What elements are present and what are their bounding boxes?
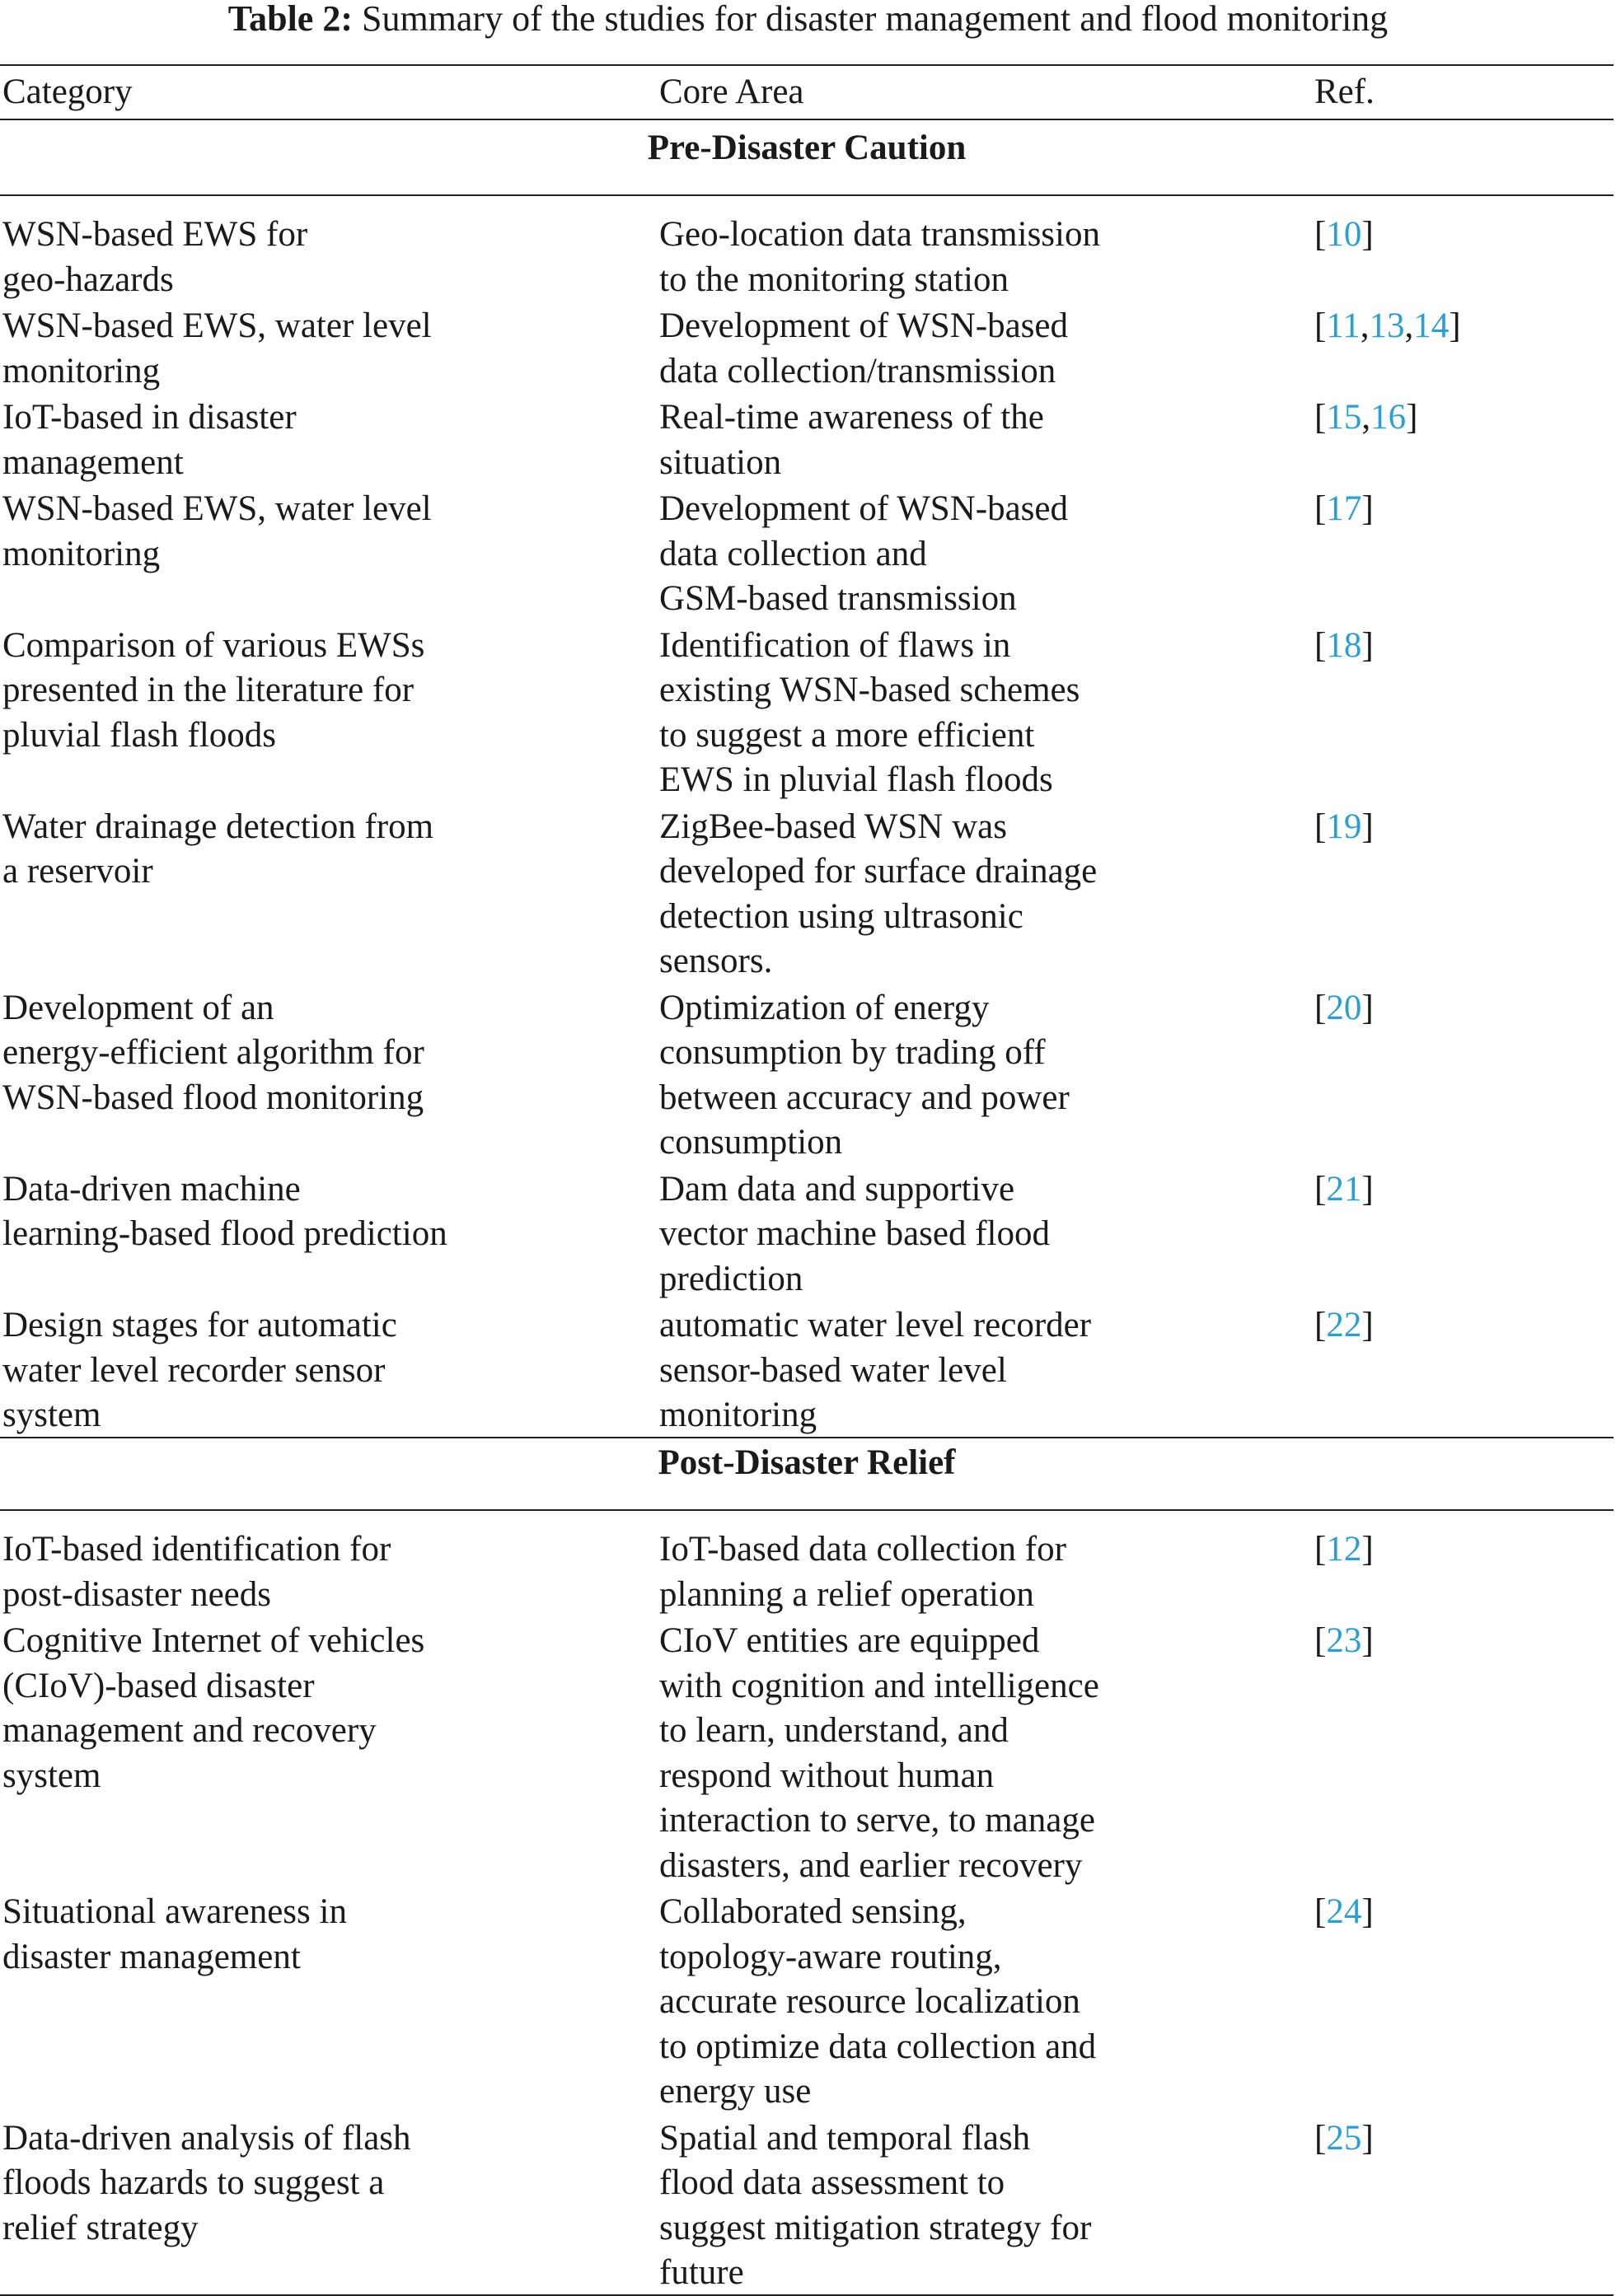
- core-area-cell: Dam data and supportive vector machine based flood prediction: [659, 1169, 1051, 1298]
- ref-link[interactable]: 15: [1326, 398, 1362, 437]
- ref-cell: [25]: [1314, 2118, 1374, 2158]
- ref-link[interactable]: 11: [1326, 306, 1361, 345]
- category-cell: Situational awareness in disaster management: [2, 1892, 347, 1976]
- ref-link[interactable]: 14: [1413, 306, 1450, 345]
- ref-link[interactable]: 17: [1326, 489, 1362, 528]
- ref-link[interactable]: 21: [1326, 1169, 1362, 1209]
- category-cell: Development of an energy-efficient algorithm for WSN-based flood monitoring: [2, 988, 424, 1117]
- section-rule: [0, 1509, 1614, 1511]
- ref-link[interactable]: 25: [1326, 2118, 1362, 2158]
- core-area-cell: ZigBee-based WSN was developed for surface drainage detection using ultrasonic sensors.: [659, 807, 1098, 980]
- ref-cell: [10]: [1314, 215, 1374, 254]
- ref-link[interactable]: 22: [1326, 1306, 1362, 1344]
- ref-cell: [12]: [1314, 1530, 1374, 1569]
- ref-cell: [18]: [1314, 625, 1374, 665]
- core-area-cell: Development of WSN-based data collection/transmission: [659, 306, 1068, 390]
- category-cell: Water drainage detection from a reservoir: [2, 807, 434, 891]
- header-core-area: Core Area: [659, 72, 804, 111]
- core-area-cell: Identification of flaws in existing WSN-based schemes to suggest a more efficient EWS in pluvial flash floods: [659, 625, 1080, 799]
- core-area-cell: Spatial and temporal flash flood data assessment to suggest mitigation strategy for future: [659, 2118, 1092, 2292]
- category-cell: WSN-based EWS, water level monitoring: [2, 306, 432, 390]
- core-area-cell: Development of WSN-based data collection and GSM-based transmission: [659, 489, 1068, 618]
- ref-cell: [19]: [1314, 807, 1374, 846]
- ref-link[interactable]: 10: [1326, 215, 1362, 254]
- bottom-rule: [0, 2294, 1614, 2296]
- header-rule: [0, 119, 1614, 120]
- header-ref: Ref.: [1314, 72, 1375, 111]
- ref-cell: [22]: [1314, 1306, 1374, 1344]
- section-title: Pre-Disaster Caution: [647, 129, 967, 167]
- category-cell: WSN-based EWS, water level monitoring: [2, 489, 432, 573]
- ref-link[interactable]: 23: [1326, 1621, 1362, 1660]
- top-rule: [0, 64, 1614, 66]
- ref-cell: [23]: [1314, 1621, 1374, 1660]
- section-title: Post-Disaster Relief: [658, 1443, 956, 1482]
- ref-link[interactable]: 18: [1326, 625, 1362, 665]
- ref-cell: [11,13,14]: [1314, 306, 1461, 345]
- category-cell: IoT-based in disaster management: [2, 398, 297, 482]
- category-cell: WSN-based EWS for geo-hazards: [2, 215, 308, 299]
- core-area-cell: automatic water level recorder sensor-based water level monitoring: [659, 1306, 1092, 1434]
- table-caption: [0, 0, 1616, 41]
- ref-link[interactable]: 13: [1369, 306, 1405, 345]
- ref-link[interactable]: 24: [1326, 1892, 1362, 1931]
- caption-label: Table 2:: [227, 0, 353, 39]
- category-cell: Comparison of various EWSs presented in the literature for pluvial flash floods: [2, 625, 425, 755]
- ref-cell: [15,16]: [1314, 398, 1418, 437]
- category-cell: IoT-based identification for post-disaster needs: [2, 1530, 391, 1614]
- category-cell: Data-driven analysis of flash floods hazards to suggest a relief strategy: [2, 2118, 411, 2247]
- core-area-cell: CIoV entities are equipped with cognition and intelligence to learn, understand, and respond without human interaction to serve, to manage disasters, and earlier recovery: [659, 1621, 1099, 1885]
- core-area-cell: Geo-location data transmission to the monitoring station: [659, 215, 1100, 299]
- ref-cell: [21]: [1314, 1169, 1374, 1209]
- category-cell: Cognitive Internet of vehicles (CIoV)-based disaster management and recovery system: [2, 1621, 425, 1795]
- section-rule: [0, 194, 1614, 196]
- ref-link[interactable]: 16: [1370, 398, 1407, 437]
- ref-link[interactable]: 12: [1326, 1530, 1362, 1569]
- header-category: Category: [2, 72, 133, 111]
- ref-cell: [17]: [1314, 489, 1374, 528]
- core-area-cell: Collaborated sensing, topology-aware routing, accurate resource localization to optimize data collection and energy use: [659, 1892, 1097, 2111]
- core-area-cell: Real-time awareness of the situation: [659, 398, 1044, 482]
- core-area-cell: IoT-based data collection for planning a relief operation: [659, 1530, 1066, 1614]
- category-cell: Design stages for automatic water level recorder sensor system: [2, 1306, 397, 1434]
- category-cell: Data-driven machine learning-based flood prediction: [2, 1169, 447, 1253]
- ref-link[interactable]: 19: [1326, 807, 1362, 846]
- ref-cell: [20]: [1314, 988, 1374, 1027]
- ref-cell: [24]: [1314, 1892, 1374, 1931]
- core-area-cell: Optimization of energy consumption by trading off between accuracy and power consumption: [659, 988, 1070, 1162]
- caption-text: Summary of the studies for disaster management and flood monitoring: [361, 0, 1389, 39]
- ref-link[interactable]: 20: [1326, 988, 1362, 1027]
